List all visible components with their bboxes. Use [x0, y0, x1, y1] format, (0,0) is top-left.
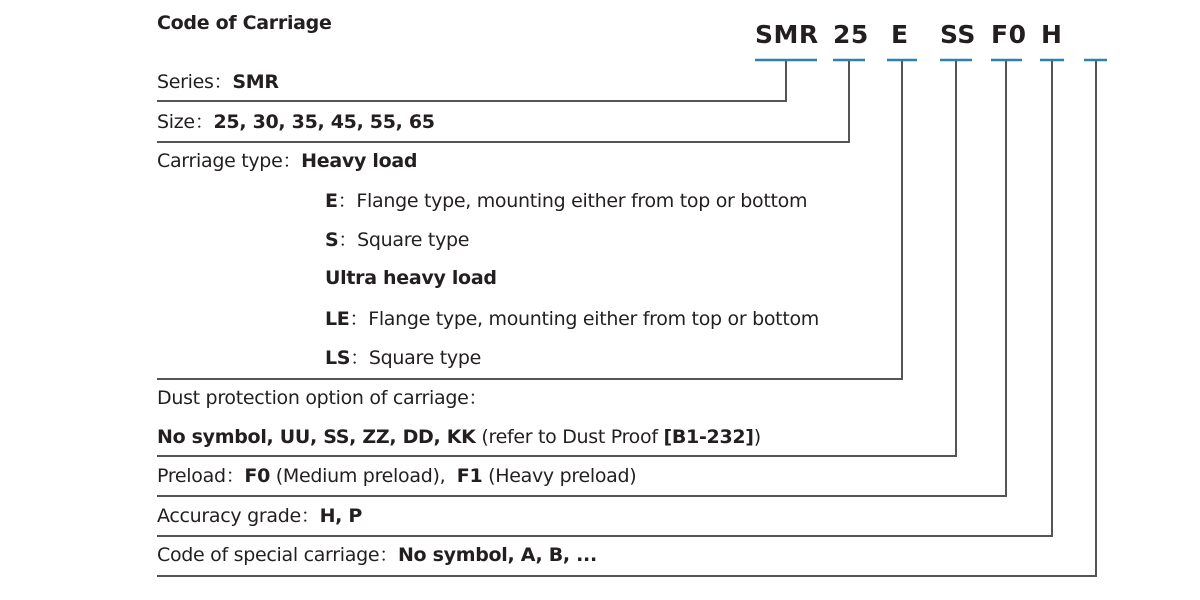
- option-ls: LS：Square type: [325, 347, 481, 369]
- row-special: Code of special carriage：No symbol, A, B, ...: [157, 544, 597, 566]
- option-s: S：Square type: [325, 229, 470, 251]
- code-series: SMR: [755, 20, 819, 49]
- option-e: E：Flange type, mounting either from top or bottom: [325, 190, 808, 212]
- diagram-title: Code of Carriage: [157, 12, 332, 34]
- code-accuracy: H: [1041, 20, 1063, 49]
- row-size: Size：25, 30, 35, 45, 55, 65: [157, 111, 435, 133]
- row-dust-label: Dust protection option of carriage：: [157, 387, 488, 409]
- code-dust: SS: [940, 20, 976, 49]
- row-carriage-type: Carriage type：Heavy load: [157, 150, 418, 172]
- row-series: Series：SMR: [157, 71, 279, 93]
- option-le: LE：Flange type, mounting either from top or bottom: [325, 308, 820, 330]
- connector-type: [157, 61, 902, 379]
- row-dust-values: No symbol, UU, SS, ZZ, DD, KK (refer to Dust Proof [B1-232]): [157, 426, 761, 448]
- code-preload: F0: [991, 20, 1027, 49]
- code-type: E: [891, 20, 909, 49]
- row-accuracy: Accuracy grade：H, P: [157, 505, 363, 527]
- ultra-heavy-heading: Ultra heavy load: [325, 267, 497, 289]
- code-size: 25: [833, 20, 869, 49]
- row-preload: Preload：F0 (Medium preload), F1 (Heavy preload): [157, 465, 637, 487]
